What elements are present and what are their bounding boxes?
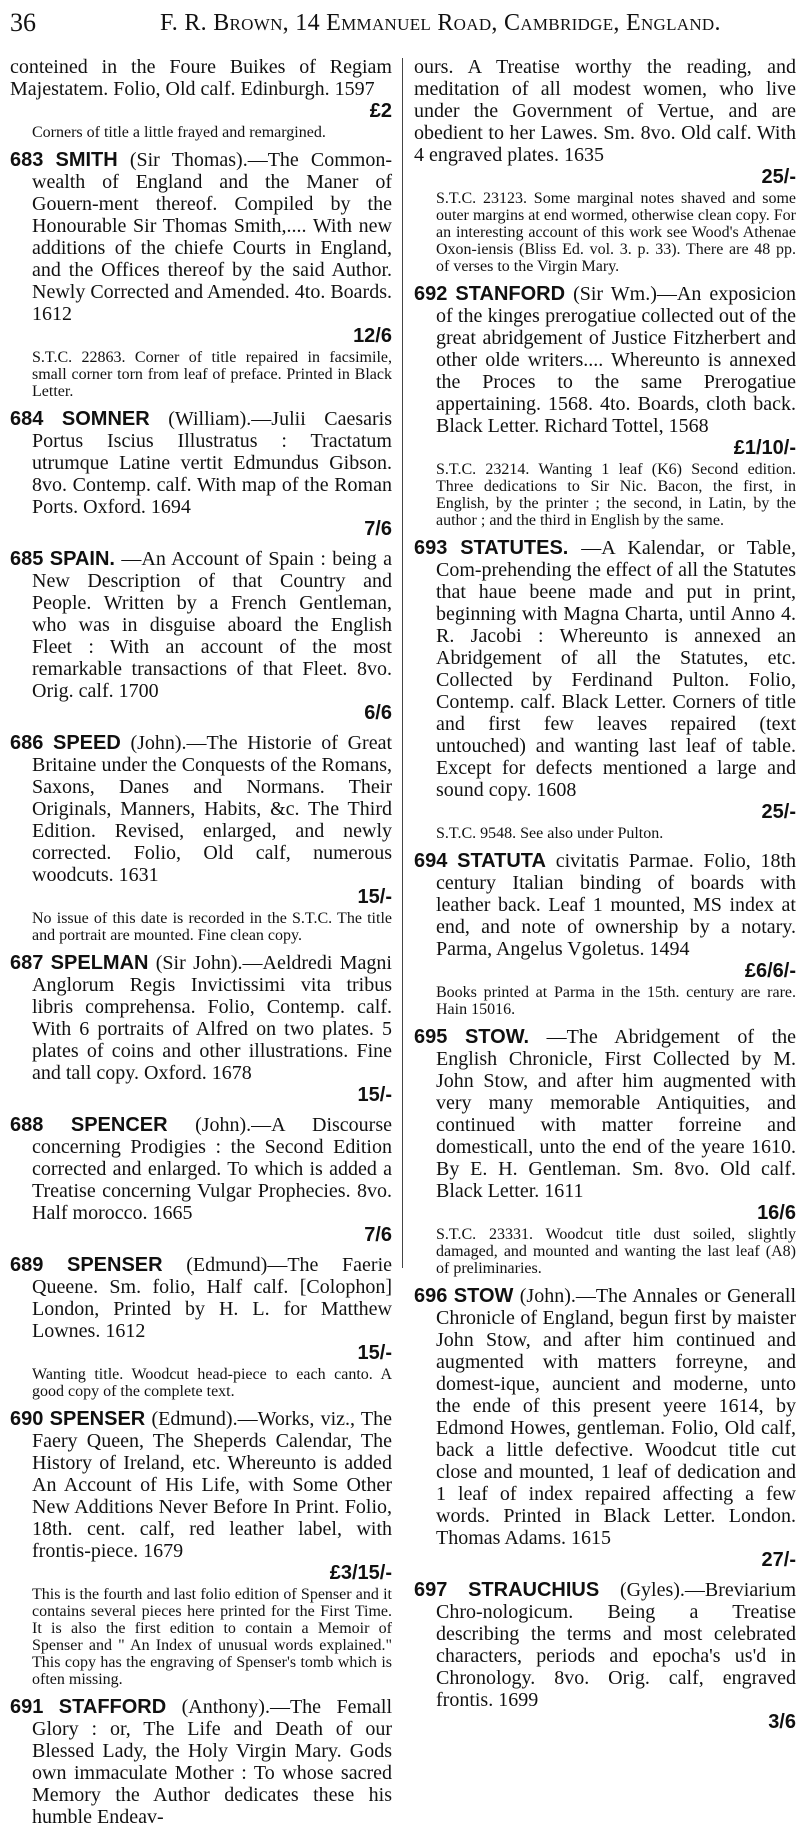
entry-text: —A Kalendar, or Table, Com-prehending the effect of all the Statutes that haue beene made and put in print, beginning with Magna Charta, until Anno 4. R. Jacobi : Whereunto is annexed an Abridgement of all the Statutes, etc. Collected by Ferdinand Pulton. Folio, Contemp. calf. Black Letter. Corners of title and first few leaves repaired (text untouched) and wanting last leaf of table. Except for defects mentioned a large and sound copy. 1608 <box>436 537 797 801</box>
entry-body <box>10 548 392 702</box>
entry-text: —The Abridgement of the English Chronicle, First Collected by M. John Stow, and after him augmented with very many memorable Antiquities, and continued with matter forreine and domesticall, unto the end of the yeare 1610. By E. H. Gentleman. Sm. 8vo. Old calf. Black Letter. 1611 <box>436 1026 797 1202</box>
entry-price: 6/6 <box>364 702 392 724</box>
entry-author: SPENCER <box>70 1114 168 1136</box>
entry-body <box>10 149 392 325</box>
entry-body <box>10 1254 392 1342</box>
entry-number: 689 <box>10 1254 44 1276</box>
entry-text: (Sir Wm.)—An exposicion of the kinges prerogatiue collected out of the great abridgement of Justice Fitzherbert and other olde writers.... Whereunto is annexed the Proces to the same Prerogatiue appertaining. 1568. 4to. Boards, cloth back. Black Letter. Richard Tottel, 1568 <box>436 283 797 437</box>
entry-price: 3/6 <box>768 1711 796 1733</box>
right-entries <box>414 283 796 1733</box>
entry-author: SPENSER <box>49 1408 146 1430</box>
entry-author: SMITH <box>55 149 118 171</box>
entry-number: 692 <box>414 283 448 305</box>
entry-note: This is the fourth and last folio edition of Spenser and it contains several pieces here printed for the First Time. It is also the first edition to contain a Memoir of Spenser and " An Index of unusual words explained." This copy has the engraving of Spenser's tomb which is often missing. <box>32 1586 392 1688</box>
catalogue-entry <box>414 1579 796 1733</box>
entry-author: SPAIN. <box>49 548 115 570</box>
entry-number: 695 <box>414 1026 448 1048</box>
entry-body <box>10 1114 392 1224</box>
entry-text: (John).—A Discourse concerning Prodigies : the Second Edition corrected and enlarged. To which is added a Treatise concerning Vulgar Prophecies. 8vo. Half morocco. 1665 <box>32 1114 392 1224</box>
entry-body <box>10 408 392 518</box>
page-number: 36 <box>10 8 36 37</box>
entry-price: 25/- <box>761 166 796 188</box>
catalogue-entry <box>10 548 392 724</box>
entry-note: Books printed at Parma in the 15th. century are rare. Hain 15016. <box>436 984 796 1018</box>
left-entries <box>10 149 392 1828</box>
entry-price: £1/10/- <box>733 437 796 459</box>
entry-author: STANFORD <box>455 283 566 305</box>
entry-text: (William).—Julii Caesaris Portus Iscius Illustratus : Tractatum utrumque Latine vertit Edmundus Gibson. 8vo. Contemp. calf. With map of the Roman Ports. Oxford. 1694 <box>32 408 393 518</box>
entry-author: SOMNER <box>61 408 150 430</box>
entry-number: 687 <box>10 952 44 974</box>
left-continuation <box>10 56 392 141</box>
entry-number: 683 <box>10 149 44 171</box>
entry-text: (John).—The Annales or Generall Chronicle of England, begun first by maister John Stow, and after him continued and augmented with matters forreyne, and domest-ique, auncient and moderne, unto the ende of this present yeere 1614, by Edmond Howes, gentleman. Folio, Old calf, back a little defective. Woodcut title cut close and mounted, 1 leaf of dedication and 1 leaf of index repaired affecting a few words. Printed in Black Letter. London. Thomas Adams. 1615 <box>436 1285 797 1549</box>
entry-author: SPELMAN <box>50 952 149 974</box>
entry-number: 684 <box>10 408 44 430</box>
entry-price: £3/15/- <box>329 1562 392 1584</box>
page-title: F. R. Brown, 14 Emmanuel Road, Cambridge, England. <box>160 10 721 36</box>
entry-body <box>10 732 392 886</box>
entry-author: SPEED <box>53 732 121 754</box>
entry-author: SPENSER <box>67 1254 163 1276</box>
entry-number: 685 <box>10 548 44 570</box>
entry-number: 690 <box>10 1408 44 1430</box>
catalogue-entry <box>10 1696 392 1828</box>
continuation-text: ours. A Treatise worthy the reading, and meditation of all modest women, who live under the Government of Vertue, and are obedient to her Lawes. Sm. 8vo. Old calf. With 4 engraved plates. 1635 <box>414 56 796 166</box>
entry-text: (John).—The Historie of Great Britaine under the Conquests of the Romans, Saxons, Danes and Normans. Their Originals, Manners, Habits, &c. The Third Edition. Revised, enlarged, and newly corrected. Folio, Old calf, numerous woodcuts. 1631 <box>32 732 392 886</box>
entry-note: S.T.C. 23331. Woodcut title dust soiled, slightly damaged, and mounted and wanting the last leaf (A8) of preliminaries. <box>436 1226 796 1277</box>
entry-author: STATUTES. <box>460 537 569 559</box>
entry-author: STAFFORD <box>58 1696 167 1718</box>
entry-text: civitatis Parmae. Folio, 18th century Italian binding of boards with leather back. Leaf 1 mounted, MS index at end, and note of ownership by a notary. Parma, Angelus Vgoletus. 1494 <box>436 850 796 960</box>
catalogue-entry <box>414 537 796 842</box>
entry-price: 15/- <box>357 1084 392 1106</box>
entry-text: (Edmund).—Works, viz., The Faery Queen, The Sheperds Calendar, The History of Ireland, etc. Whereunto is added An Account of His Life, with Some Other New Additions Never Before In Print. Folio, 18th. cent. calf, red leather label, with frontis-piece. 1679 <box>32 1408 393 1562</box>
entry-body <box>414 1579 796 1711</box>
entry-body <box>10 952 392 1084</box>
entry-body <box>414 1285 796 1549</box>
entry-text: (Gyles).—Breviarium Chro-nologicum. Being a Treatise describing the terms and most celebrated characters, periods and epocha's us'd in Chronology. 8vo. Orig. calf, engraved frontis. 1699 <box>436 1579 797 1711</box>
catalogue-entry <box>10 408 392 540</box>
entry-price: £6/6/- <box>744 960 796 982</box>
page-header <box>0 0 800 44</box>
entry-price: 7/6 <box>364 1224 392 1246</box>
right-continuation <box>414 56 796 275</box>
entry-body <box>414 283 796 437</box>
entry-price: 16/6 <box>757 1202 796 1224</box>
catalogue-entry <box>10 1114 392 1246</box>
entry-author: STOW. <box>464 1026 530 1048</box>
entry-note: S.T.C. 23123. Some marginal notes shaved and some outer margins at end wormed, otherwise clean copy. For an interesting account of this work see Wood's Athenae Oxon-iensis (Bliss Ed. vol. 3. p. 33). There are 48 pp. of verses to the Virgin Mary. <box>436 190 796 275</box>
entry-price: 7/6 <box>364 518 392 540</box>
catalogue-entry <box>10 1254 392 1400</box>
entry-number: 686 <box>10 732 44 754</box>
entry-author: STOW <box>453 1285 514 1307</box>
entry-number: 696 <box>414 1285 448 1307</box>
entry-author: STRAUCHIUS <box>468 1579 600 1601</box>
entry-text: (Edmund)—The Faerie Queene. Sm. folio, Half calf. [Colophon] London, Printed by H. L. for Matthew Lownes. 1612 <box>32 1254 392 1342</box>
entry-body <box>10 1696 392 1828</box>
catalogue-entry <box>414 283 796 529</box>
entry-price: 25/- <box>761 801 796 823</box>
right-column <box>414 56 796 1741</box>
catalogue-entry <box>10 732 392 944</box>
column-divider <box>402 58 403 1268</box>
entry-body <box>414 537 796 801</box>
entry-text: —An Account of Spain : being a New Description of that Country and People. Written by a French Gentleman, who was in disguise aboard the English Fleet : With an account of the most remarkable transactions of that Fleet. 8vo. Orig. calf. 1700 <box>32 548 392 702</box>
entry-body <box>414 1026 796 1202</box>
entry-author: STATUTA <box>457 850 546 872</box>
left-column <box>10 56 392 1836</box>
entry-number: 691 <box>10 1696 44 1718</box>
entry-note: Corners of title a little frayed and remargined. <box>32 124 326 141</box>
continuation-text: conteined in the Foure Buikes of Regiam Majestatem. Folio, Old calf. Edinburgh. 1597 <box>10 56 392 100</box>
entry-text: (Anthony).—The Femall Glory : or, The Life and Death of our Blessed Lady, the Holy Virgin Mary. Gods own immaculate Mother : To whose sacred Memory the Author dedicates these his humble Endeav- <box>32 1696 393 1828</box>
entry-price: 15/- <box>357 886 392 908</box>
catalogue-entry <box>10 149 392 400</box>
entry-note: Wanting title. Woodcut head-piece to each canto. A good copy of the complete text. <box>32 1366 392 1400</box>
entry-note: S.T.C. 23214. Wanting 1 leaf (K6) Second edition. Three dedications to Sir Nic. Bacon, the first, in English, by the printer ; the second, in Latin, by the author ; and the third in English by the same. <box>436 461 796 529</box>
entry-number: 694 <box>414 850 448 872</box>
entry-text: (Sir John).—Aeldredi Magni Anglorum Regis Invictissimi vita tribus libris comprehensa. Folio, Contemp. calf. With 6 portraits of Alfred on two plates. 5 plates of coins and other illustrations. Fine and tall copy. Oxford. 1678 <box>32 952 392 1084</box>
entry-number: 688 <box>10 1114 44 1136</box>
catalogue-entry <box>10 1408 392 1688</box>
entry-note: S.T.C. 22863. Corner of title repaired in facsimile, small corner torn from leaf of preface. Printed in Black Letter. <box>32 349 392 400</box>
entry-price: £2 <box>369 100 392 122</box>
catalogue-entry <box>414 850 796 1018</box>
entry-number: 697 <box>414 1579 448 1601</box>
entry-price: 12/6 <box>353 325 392 347</box>
catalogue-entry <box>414 1026 796 1277</box>
catalogue-entry <box>414 1285 796 1571</box>
entry-price: 27/- <box>761 1549 796 1571</box>
entry-body <box>414 850 796 960</box>
catalogue-entry <box>10 952 392 1106</box>
entry-body <box>10 1408 392 1562</box>
entry-note: No issue of this date is recorded in the S.T.C. The title and portrait are mounted. Fine clean copy. <box>32 910 392 944</box>
entry-text: (Sir Thomas).—The Common-wealth of England and the Maner of Gouern-ment thereof. Compiled by the Honourable Sir Thomas Smith,.... With new additions of the chiefe Courts in England, and the Offices thereof by the said Author. Newly Corrected and Amended. 4to. Boards. 1612 <box>32 149 393 325</box>
entry-note: S.T.C. 9548. See also under Pulton. <box>436 825 664 842</box>
entry-number: 693 <box>414 537 448 559</box>
entry-price: 15/- <box>357 1342 392 1364</box>
